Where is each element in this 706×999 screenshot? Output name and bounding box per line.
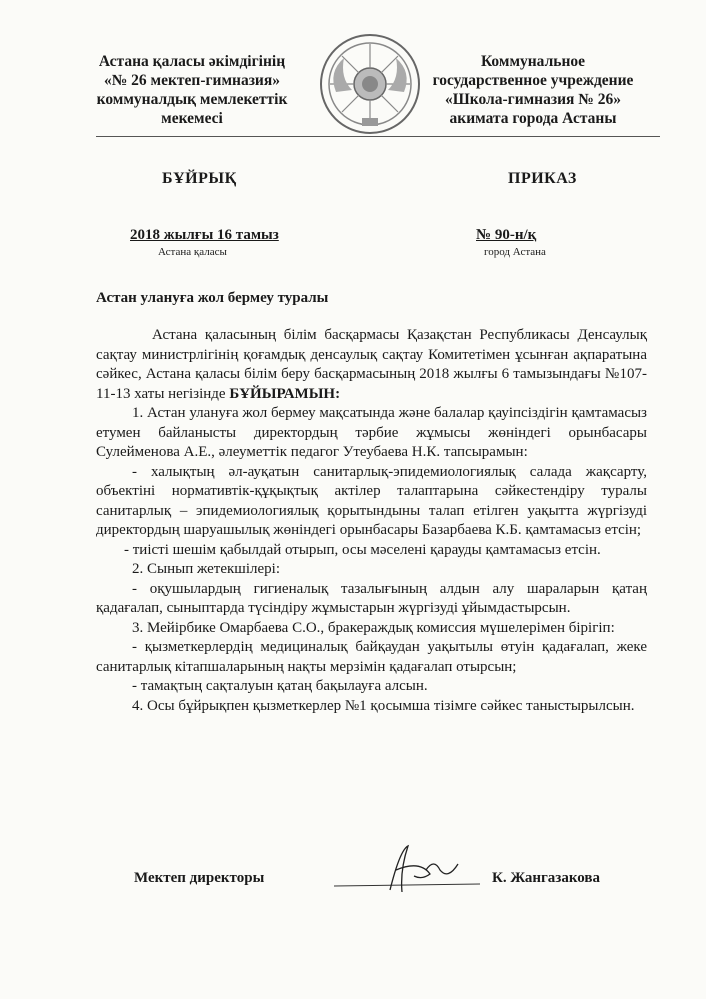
handwritten-signature-icon [330,840,490,900]
order-date: 2018 жылғы 16 тамыз [130,227,279,243]
header-ru-line: государственное учреждение [432,72,634,89]
order-number: № 90-н/қ [476,227,537,243]
header-ru-line: Коммунальное [480,53,586,70]
order-subject: Астан улануға жол бермеу туралы [96,290,329,306]
order-body [96,326,647,716]
signer-name: К. Жангазакова [492,870,600,886]
body-paragraph: 2. Сынып жетекшілері: [132,561,280,577]
body-paragraph: - халықтың әл-ауқатын санитарлық-эпидемиологиялық салада жақсарту, объектіні нормативтік-құқықтық актілер талаптарына сәйкестендіру туралы санитарлық – эпидемиологиялық қорытындыны талап етілген уақытта жүргізуді директордың шаруашылық жөніндегі орынбасары Базарбаева К.Б. қамтамасыз етсін; [96,463,647,538]
body-paragraph: 1. Астан улануға жол бермеу мақсатында және балалар қауіпсіздігін қамтамасыз етумен байланысты директордың тәрбие жұмысы жөніндегі орынбасары Сулейменова А.Е., әлеуметтік педагог Утеубаева Н.К. тапсырамын: [96,405,647,460]
body-paragraph: 4. Осы бұйрықпен қызметкерлер №1 қосымша тізімге сәйкес таныстырылсын. [132,697,635,714]
header-kz-line: мекемесі [161,110,223,127]
header-kz-line: «№ 26 мектеп-гимназия» [103,72,281,89]
body-intro [96,326,647,404]
body-paragraph: 3. Мейірбике Омарбаева С.О., бракераждық комиссия мүшелерімен бірігіп: [132,619,615,636]
order-date-city: Астана қаласы [158,246,227,258]
header-ru-line: «Школа-гимназия № 26» [445,91,621,108]
header-ru [398,52,668,128]
header-ru-line: акимата города Астаны [449,110,617,127]
body-intro-text: Астана қаласының білім басқармасы Қазақстан Республикасы Денсаулық сақтау министрлігінің қоғамдық денсаулық сақтау Комитетімен ұсынған ақпаратына сәйкес, Астана қаласы білім беру басқармасының 2018 жылғы 6 тамызындағы №107-11-13 хаты негізінде [96,327,647,402]
order-word: БҰЙЫРАМЫН: [229,385,341,402]
body-paragraph: - тиісті шешім қабылдай отырып, осы мәселені қарауды қамтамасыз етсін. [124,541,601,558]
header-kz-line: Астана қаласы әкімдігінің [98,53,286,70]
doc-type-ru: ПРИКАЗ [508,170,577,187]
signer-position: Мектеп директоры [134,870,265,886]
header-kz-line: коммуналдық мемлекеттік [96,91,288,108]
header-divider [96,136,660,137]
body-paragraph: - тамақтың сақталуын қатаң бақылауға алсын. [132,678,428,694]
header-kz [62,52,322,128]
doc-type-kz: БҰЙРЫҚ [162,170,237,187]
body-paragraph: - қызметкерлердің медициналық байқаудан уақытылы өтуін қадағалап, жеке санитарлық кітапшаларының нақты мерзімін қадағалап отырсын; [96,639,647,675]
body-paragraph: - оқушылардың гигиеналық тазалығының алдын алу шараларын қатаң қадағалап, сыныптарда түсіндіру жұмыстарын жүргізуді ұйымдастырсын. [96,580,647,616]
order-number-city: город Астана [484,246,546,258]
